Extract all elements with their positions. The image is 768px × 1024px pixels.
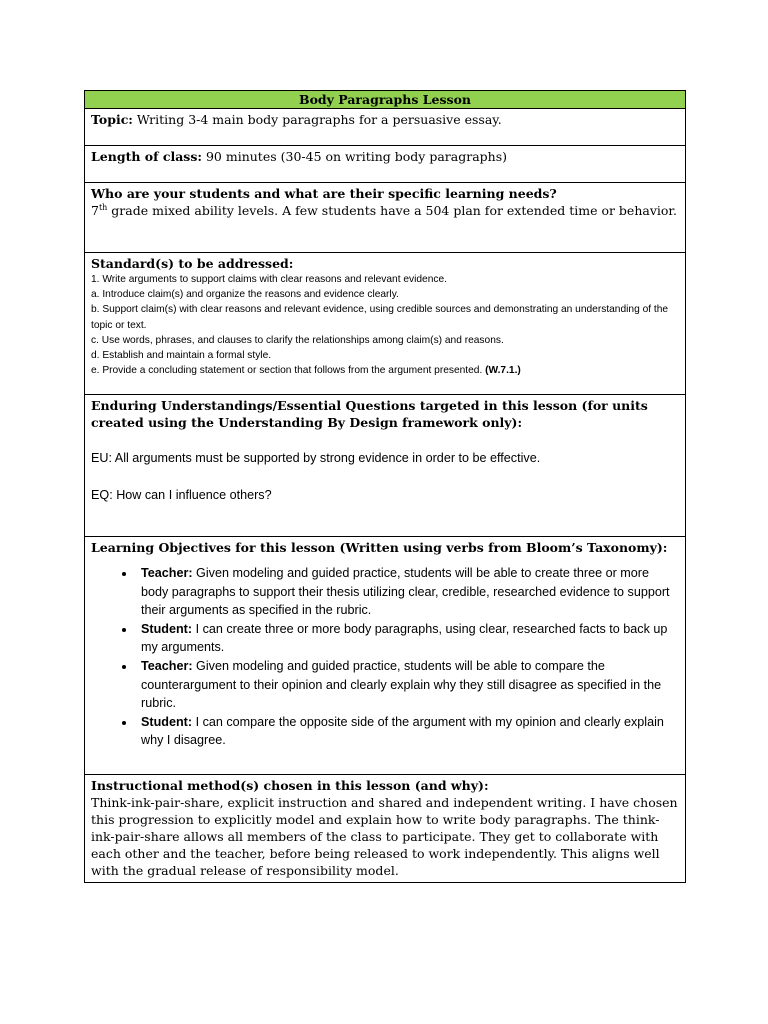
methods-heading: Instructional method(s) chosen in this lesson (and why): [91, 778, 489, 793]
topic-label: Topic: [91, 112, 133, 127]
grade-number: 7 [91, 203, 99, 218]
length-row [85, 146, 686, 183]
standard-item: b. Support claim(s) with clear reasons and relevant evidence, using credible sources and demonstrating an understanding of the topic or text. [91, 304, 669, 331]
objectives-list [91, 564, 679, 750]
objective-role: Teacher: [141, 566, 193, 580]
students-heading: Who are your students and what are their specific learning needs? [91, 186, 557, 201]
objective-text: Given modeling and guided practice, students will be able to compare the counterargument to their opinion and clearly explain why they still disagree as specified in the rubric. [141, 658, 662, 711]
standard-item: a. Introduce claim(s) and organize the reasons and evidence clearly. [91, 289, 399, 301]
objective-text: I can compare the opposite side of the argument with my opinion and clearly explain why I disagree. [141, 714, 664, 748]
standard-item [91, 363, 679, 378]
objectives-row [85, 537, 686, 775]
students-row [85, 183, 686, 253]
standard-item-text: e. Provide a concluding statement or section that follows from the argument presented. [91, 365, 486, 377]
objective-role: Teacher: [141, 658, 193, 673]
lesson-title: Body Paragraphs Lesson [85, 91, 686, 109]
enduring-row [85, 395, 686, 537]
eq-text: EQ: How can I influence others? [91, 487, 272, 502]
topic-row [85, 109, 686, 146]
objective-role: Student: [141, 714, 193, 729]
length-label: Length of class: [91, 149, 202, 164]
grade-suffix: th [98, 202, 108, 212]
objective-item [136, 713, 679, 750]
lesson-plan-table [84, 90, 686, 883]
students-description: grade mixed ability levels. A few students have a 504 plan for extended time or behavior. [107, 203, 677, 218]
students-text [91, 202, 679, 219]
standard-item: 1. Write arguments to support claims with clear reasons and relevant evidence. [91, 274, 447, 285]
standard-code: (W.7.1.) [485, 365, 521, 377]
objective-text: I can create three or more body paragraphs, using clear, researched facts to back up my arguments. [141, 621, 668, 655]
enduring-heading: Enduring Understandings/Essential Questions targeted in this lesson (for units created using the Understanding By Design framework only): [91, 398, 648, 430]
objective-item [136, 657, 679, 713]
eu-text: EU: All arguments must be supported by strong evidence in order to be effective. [91, 451, 541, 465]
objective-item [136, 620, 679, 657]
standard-item: d. Establish and maintain a formal style. [91, 350, 272, 362]
standard-item: c. Use words, phrases, and clauses to clarify the relationships among claim(s) and reasons. [91, 334, 504, 346]
objectives-heading: Learning Objectives for this lesson (Written using verbs from Bloom’s Taxonomy): [91, 540, 668, 555]
standards-heading: Standard(s) to be addressed: [91, 256, 294, 271]
methods-text: Think-ink-pair-share, explicit instruction and shared and independent writing. I have chosen this progression to explicitly model and explain how to write body paragraphs. The think-ink-pair-share allows all members of the class to participate. They get to collaborate with each other and the teacher, before being released to work independently. This aligns well with the gradual release of responsibility model. [91, 795, 678, 878]
standards-row [85, 253, 686, 395]
methods-row [85, 775, 686, 883]
objective-item [136, 564, 679, 620]
topic-value: Writing 3-4 main body paragraphs for a persuasive essay. [132, 112, 502, 127]
length-value: 90 minutes (30-45 on writing body paragraphs) [202, 149, 507, 164]
objective-role: Student: [141, 621, 193, 636]
objective-text: Given modeling and guided practice, students will be able to create three or more body paragraphs to support their thesis utilizing clear, credible, researched evidence to support their arguments as specified in the rubric. [141, 566, 670, 618]
